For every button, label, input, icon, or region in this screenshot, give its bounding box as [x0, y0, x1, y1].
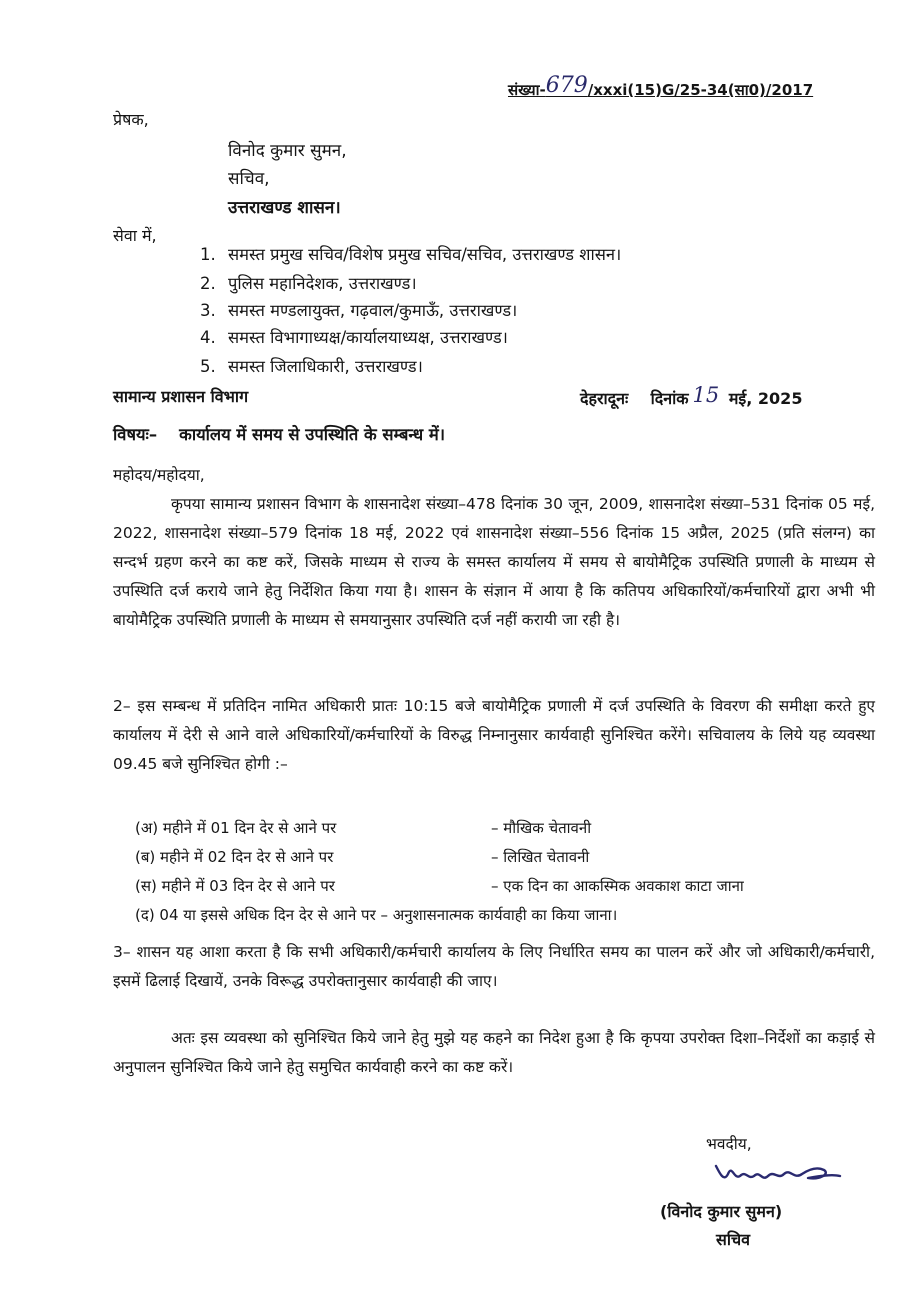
date-month-year: मई, 2025 — [728, 389, 803, 408]
place: देहरादूनः — [580, 389, 629, 408]
reference-suffix: /xxxi(15)G/25-34(सा0)/2017 — [587, 81, 814, 99]
sender-designation: सचिव, — [228, 169, 270, 189]
handwritten-date-day: 15 — [692, 383, 720, 407]
schedule-row: (द) 04 या इससे अधिक दिन देर से आने पर – अनुशासनात्मक कार्यवाही का किया जाना। — [135, 906, 618, 924]
action-schedule — [135, 814, 744, 930]
salutation: महोदय/महोदया, — [113, 466, 205, 484]
date-label: दिनांक — [650, 389, 689, 408]
reference-number — [508, 73, 814, 101]
recipient-item: 5. समस्त जिलाधिकारी, उत्तराखण्ड। — [200, 357, 423, 376]
subject-label: विषयः– — [113, 425, 158, 444]
paragraph-1: कृपया सामान्य प्रशासन विभाग के शासनादेश संख्या–478 दिनांक 30 जून, 2009, शासनादेश संख्या–531 दिनांक 05 मई, 2022, शासनादेश संख्या–579 दिनांक 18 मई, 2022 एवं शासनादेश संख्या–556 दिनांक 15 अप्रैल, 2025 (प्रति संलग्न) का सन्दर्भ ग्रहण करने का कष्ट करें, जिसके माध्यम से राज्य के समस्त कार्यालय में समय से बायोमैट्रिक उपस्थिति प्रणाली के माध्यम से उपस्थिति दर्ज कराये जाने हेतु निर्देशित किया गया है। शासन के संज्ञान में आया है कि कतिपय अधिकारियों/कर्मचारियों द्वारा अभी भी बायोमैट्रिक उपस्थिति प्रणाली के माध्यम से समयानुसार उपस्थिति दर्ज नहीं करायी जा रही है। — [113, 495, 875, 629]
recipients-label: सेवा में, — [113, 226, 157, 245]
handwritten-reference-number: 679 — [545, 73, 588, 98]
reference-prefix: संख्या- — [508, 81, 546, 99]
schedule-row: (अ) महीने में 01 दिन देर से आने पर – मौखिक चेतावनी — [135, 819, 592, 837]
schedule-row: (ब) महीने में 02 दिन देर से आने पर – लिखित चेतावनी — [135, 848, 590, 866]
schedule-row: (स) महीने में 03 दिन देर से आने पर – एक दिन का आकस्मिक अवकाश काटा जाना — [135, 877, 744, 895]
paragraph-4: अतः इस व्यवस्था को सुनिश्चित किये जाने हेतु मुझे यह कहने का निदेश हुआ है कि कृपया उपरोक्त दिशा–निर्देशों का कड़ाई से अनुपालन सुनिश्चित किये जाने हेतु समुचित कार्यवाही करने का कष्ट करें। — [113, 1029, 875, 1076]
sender-office: उत्तराखण्ड शासन। — [228, 198, 341, 218]
paragraph-3: 3– शासन यह आशा करता है कि सभी अधिकारी/कर्मचारी कार्यालय के लिए निर्धारित समय का पालन करें और जो अधिकारी/कर्मचारी, इसमें ढिलाई दिखायें, उनके विरूद्ध उपरोक्तानुसार कार्यवाही की जाए। — [113, 943, 875, 990]
sender-label: प्रेषक, — [113, 110, 149, 129]
subject-text: कार्यालय में समय से उपस्थिति के सम्बन्ध में। — [179, 425, 445, 444]
sender-name: विनोद कुमार सुमन, — [228, 141, 347, 161]
department-name: सामान्य प्रशासन विभाग — [113, 387, 249, 406]
signature-image — [712, 1152, 842, 1190]
signatory-title: सचिव — [716, 1230, 751, 1249]
recipient-item: 4. समस्त विभागाध्यक्ष/कार्यालयाध्यक्ष, उत्तराखण्ड। — [200, 328, 508, 347]
signatory-name: (विनोद कुमार सुमन) — [660, 1202, 783, 1221]
place-date — [580, 385, 802, 409]
recipient-item: 2. पुलिस महानिदेशक, उत्तराखण्ड। — [200, 274, 417, 293]
closing-regards: भवदीय, — [706, 1135, 752, 1153]
subject-line — [113, 422, 445, 445]
paragraph-2: 2– इस सम्बन्ध में प्रतिदिन नामित अधिकारी प्रातः 10:15 बजे बायोमैट्रिक प्रणाली में दर्ज उपस्थिति के विवरण की समीक्षा करते हुए कार्यालय में देरी से आने वाले अधिकारियों/कर्मचारियों के विरुद्ध निम्नानुसार कार्यवाही सुनिश्चित करेंगे। सचिवालय के लिये यह व्यवस्था 09.45 बजे सुनिश्चित होगी :– — [113, 697, 875, 773]
recipient-item: 3. समस्त मण्डलायुक्त, गढ़वाल/कुमाऊँ, उत्तराखण्ड। — [200, 301, 518, 320]
recipient-item: 1. समस्त प्रमुख सचिव/विशेष प्रमुख सचिव/सचिव, उत्तराखण्ड शासन। — [200, 245, 622, 264]
